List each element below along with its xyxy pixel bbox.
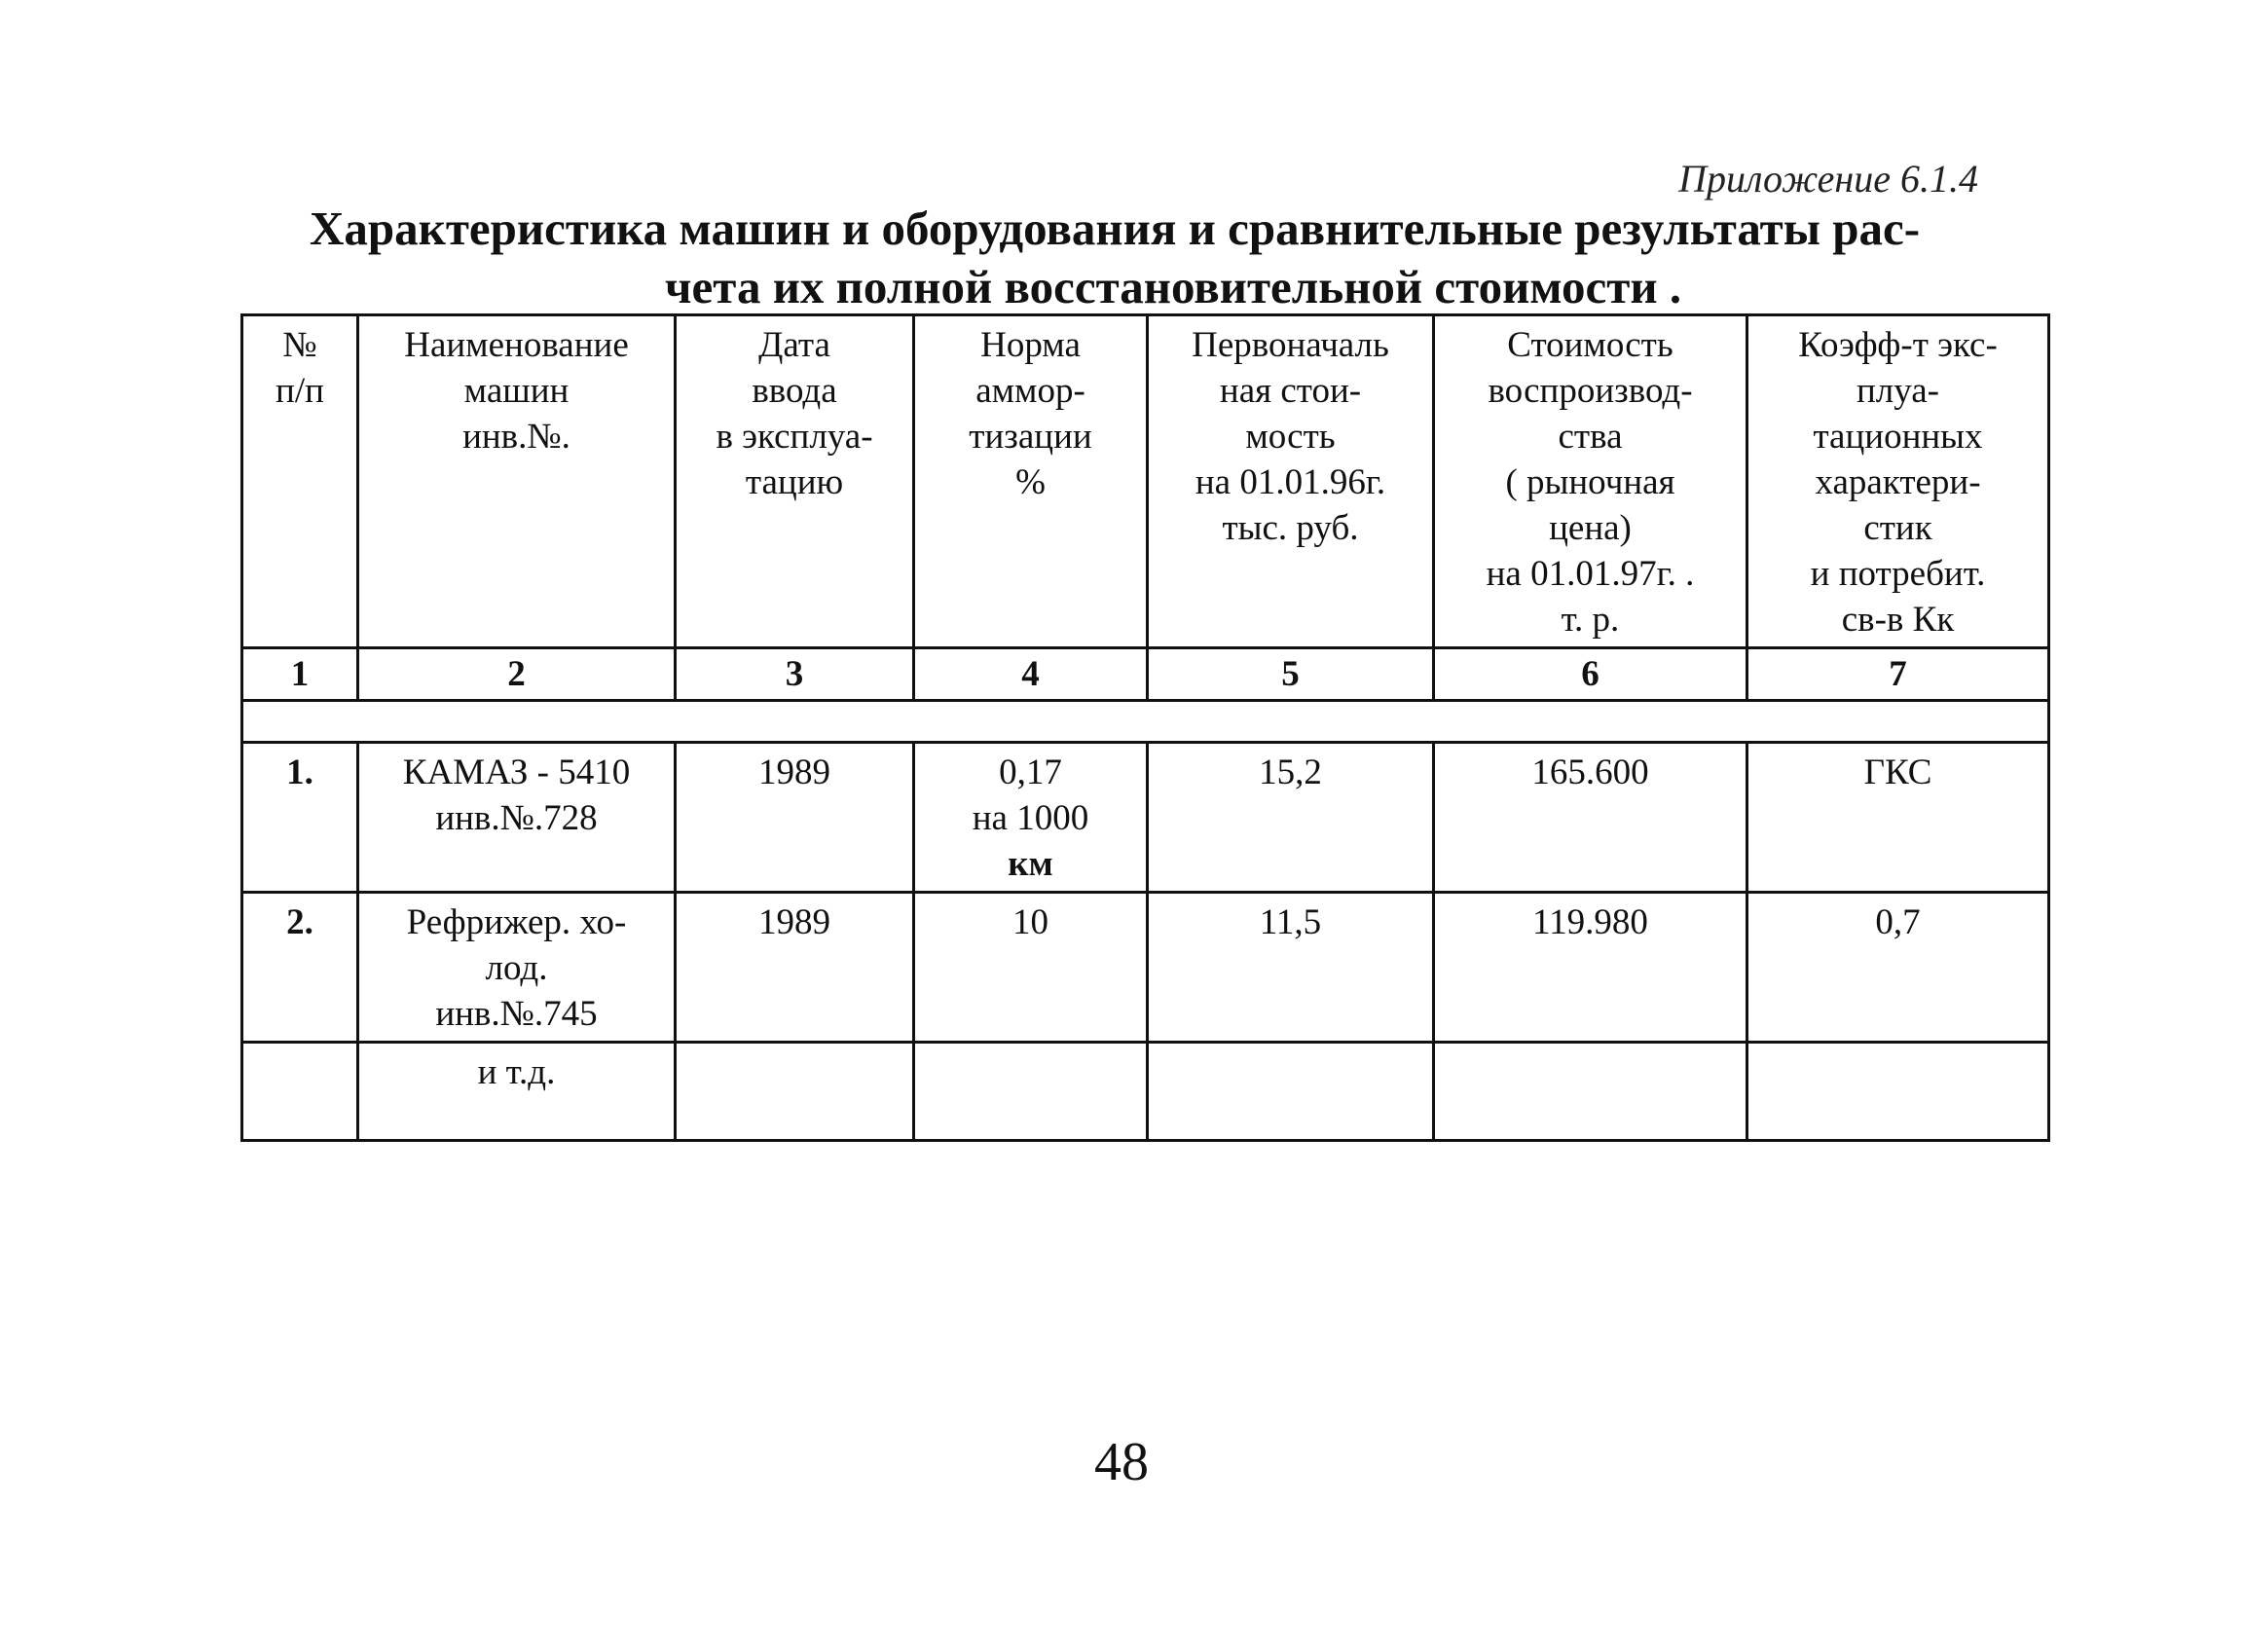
header-cell-coefficient: Коэфф-т экс- плуа- тационных характери- стик и потребит. св-в Кк: [1747, 315, 2049, 648]
page-number: 48: [1094, 1432, 1149, 1492]
row-number: 1.: [242, 743, 358, 893]
etc-label: и т.д.: [358, 1043, 676, 1141]
blank-cell: [242, 701, 2049, 743]
machine-name: Рефрижер. хо- лод. инв.№.745: [358, 893, 676, 1043]
column-number: 4: [914, 648, 1148, 701]
title-line-1: Характеристика машин и оборудования и сравнительные результаты рас-: [309, 202, 1921, 255]
market-cost: 165.600: [1434, 743, 1747, 893]
appendix-label: Приложение 6.1.4: [1678, 157, 1978, 201]
header-cell-date: Дата ввода в эксплуа- тацию: [676, 315, 914, 648]
row-number: 2.: [242, 893, 358, 1043]
header-cell-initial-cost: Первоначаль ная стои- мость на 01.01.96г. тыс. руб.: [1148, 315, 1434, 648]
table-header-row: [242, 315, 2049, 648]
empty-cell: [1747, 1043, 2049, 1141]
commission-date: 1989: [676, 743, 914, 893]
empty-cell: [1434, 1043, 1747, 1141]
depreciation-norm: 10: [914, 893, 1148, 1043]
initial-cost: 15,2: [1148, 743, 1434, 893]
initial-cost: 11,5: [1148, 893, 1434, 1043]
header-cell-market-cost: Стоимость воспроизвод- ства ( рыночная цена) на 01.01.97г. . т. р.: [1434, 315, 1747, 648]
header-cell-norm: Норма аммор- тизации %: [914, 315, 1148, 648]
table-row: [242, 743, 2049, 893]
depreciation-norm: 0,17 на 1000 км: [914, 743, 1148, 893]
table-row: [242, 1043, 2049, 1141]
market-cost: 119.980: [1434, 893, 1747, 1043]
column-number-row: [242, 648, 2049, 701]
equipment-table: [240, 313, 2050, 1142]
row-number: [242, 1043, 358, 1141]
blank-row: [242, 701, 2049, 743]
column-number: 1: [242, 648, 358, 701]
table-row: [242, 893, 2049, 1043]
column-number: 3: [676, 648, 914, 701]
title-line-2: чета их полной восстановительной стоимости .: [664, 260, 1682, 313]
column-number: 7: [1747, 648, 2049, 701]
empty-cell: [914, 1043, 1148, 1141]
column-number: 6: [1434, 648, 1747, 701]
column-number: 2: [358, 648, 676, 701]
commission-date: 1989: [676, 893, 914, 1043]
column-number: 5: [1148, 648, 1434, 701]
header-cell-num: № п/п: [242, 315, 358, 648]
empty-cell: [1148, 1043, 1434, 1141]
empty-cell: [676, 1043, 914, 1141]
document-title: [243, 200, 1986, 316]
coefficient: ГКС: [1747, 743, 2049, 893]
coefficient: 0,7: [1747, 893, 2049, 1043]
machine-name: КАМАЗ - 5410 инв.№.728: [358, 743, 676, 893]
header-cell-name: Наименование машин инв.№.: [358, 315, 676, 648]
